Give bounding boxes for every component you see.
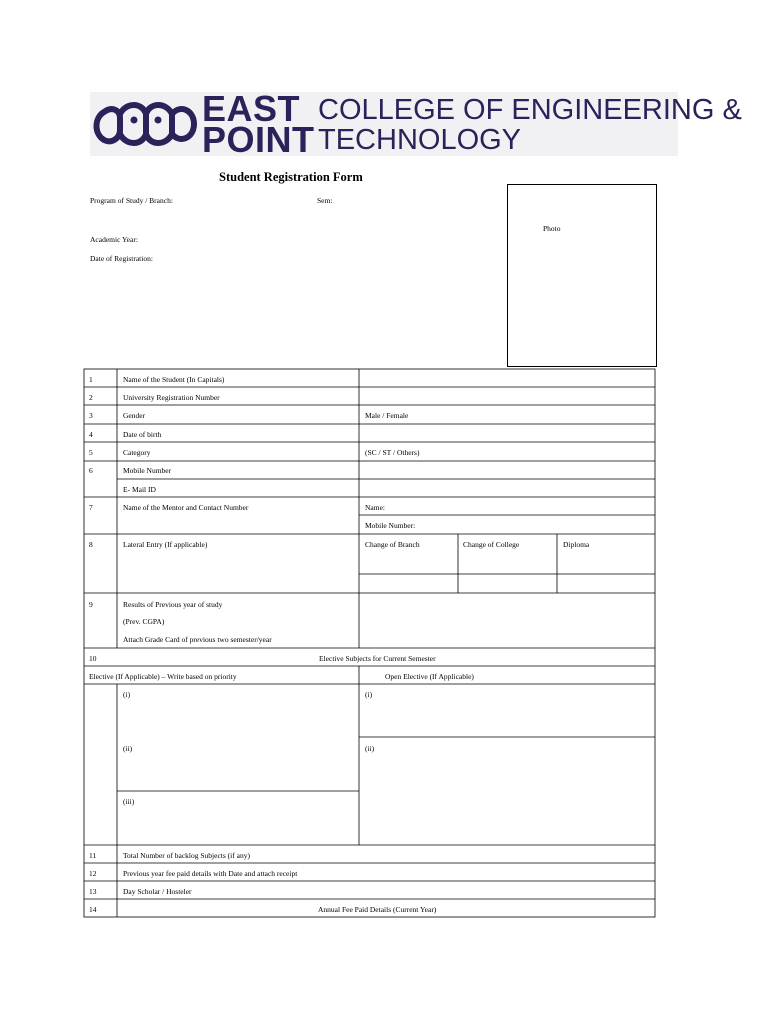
row-6-label: Mobile Number [123,466,172,475]
mentor-name-label[interactable]: Name: [365,503,385,512]
row-9-label: Results of Previous year of study [123,600,223,609]
category-options[interactable]: (SC / ST / Others) [365,448,420,457]
row-3-label: Gender [123,411,146,420]
row-9-label-cgpa: (Prev. CGPA) [123,617,165,626]
elective-item-1[interactable]: (i) [123,690,131,699]
row-13-label: Day Scholar / Hosteler [123,887,192,896]
college-name-line2: TECHNOLOGY [318,124,522,156]
row-5-label: Category [123,448,151,457]
row-3-number: 3 [89,411,93,420]
row-12-number: 12 [89,869,97,878]
row-4-number: 4 [89,430,93,439]
row-8-label: Lateral Entry (If applicable) [123,540,208,549]
open-elective-item-1[interactable]: (i) [365,690,373,699]
row-2-number: 2 [89,393,93,402]
program-label: Program of Study / Branch: [90,196,173,205]
row-9-number: 9 [89,600,93,609]
email-label: E- Mail ID [123,485,156,494]
brand-east: EAST [202,88,301,129]
diploma-header: Diploma [563,540,590,549]
mentor-mobile-label[interactable]: Mobile Number: [365,521,416,530]
date-of-birth-field[interactable] [360,425,654,441]
change-of-branch-header: Change of Branch [365,540,420,549]
mobile-number-field[interactable] [360,462,654,478]
row-12-label: Previous year fee paid details with Date and attach receipt [123,869,298,878]
gender-options[interactable]: Male / Female [365,411,409,420]
photo-label: Photo [543,224,561,233]
row-4-label: Date of birth [123,430,162,439]
brand-point: POINT [202,119,315,160]
row-9-label-attach: Attach Grade Card of previous two semester/year [123,635,272,644]
row-1-number: 1 [89,375,93,384]
elective-item-2[interactable]: (ii) [123,744,133,753]
row-5-number: 5 [89,448,93,457]
academic-year-label: Academic Year: [90,235,138,244]
row-7-label: Name of the Mentor and Contact Number [123,503,249,512]
form-title: Student Registration Form [219,170,363,184]
row-10-number: 10 [89,654,97,663]
row-14-label: Annual Fee Paid Details (Current Year) [318,905,437,914]
row-11-number: 11 [89,851,97,860]
college-name-line1: COLLEGE OF ENGINEERING & [318,94,742,126]
elective-item-3[interactable]: (iii) [123,797,135,806]
row-11-label: Total Number of backlog Subjects (if any) [123,851,250,860]
row-6-number: 6 [89,466,93,475]
row-2-label: University Registration Number [123,393,220,402]
email-field[interactable] [360,480,654,496]
elective-header: Elective (If Applicable) – Write based on priority [89,672,237,681]
row-8-number: 8 [89,540,93,549]
sem-label: Sem: [317,196,333,205]
row-14-number: 14 [89,905,97,914]
student-name-field[interactable] [360,370,654,386]
row-1-label: Name of the Student (In Capitals) [123,375,225,384]
registration-number-field[interactable] [360,388,654,404]
row-10-label: Elective Subjects for Current Semester [319,654,436,663]
previous-results-field[interactable] [360,594,654,647]
row-7-number: 7 [89,503,93,512]
registration-date-label: Date of Registration: [90,254,153,263]
change-of-college-header: Change of College [463,540,520,549]
open-elective-header: Open Elective (If Applicable) [385,672,474,681]
row-13-number: 13 [89,887,97,896]
open-elective-item-2[interactable]: (ii) [365,744,375,753]
